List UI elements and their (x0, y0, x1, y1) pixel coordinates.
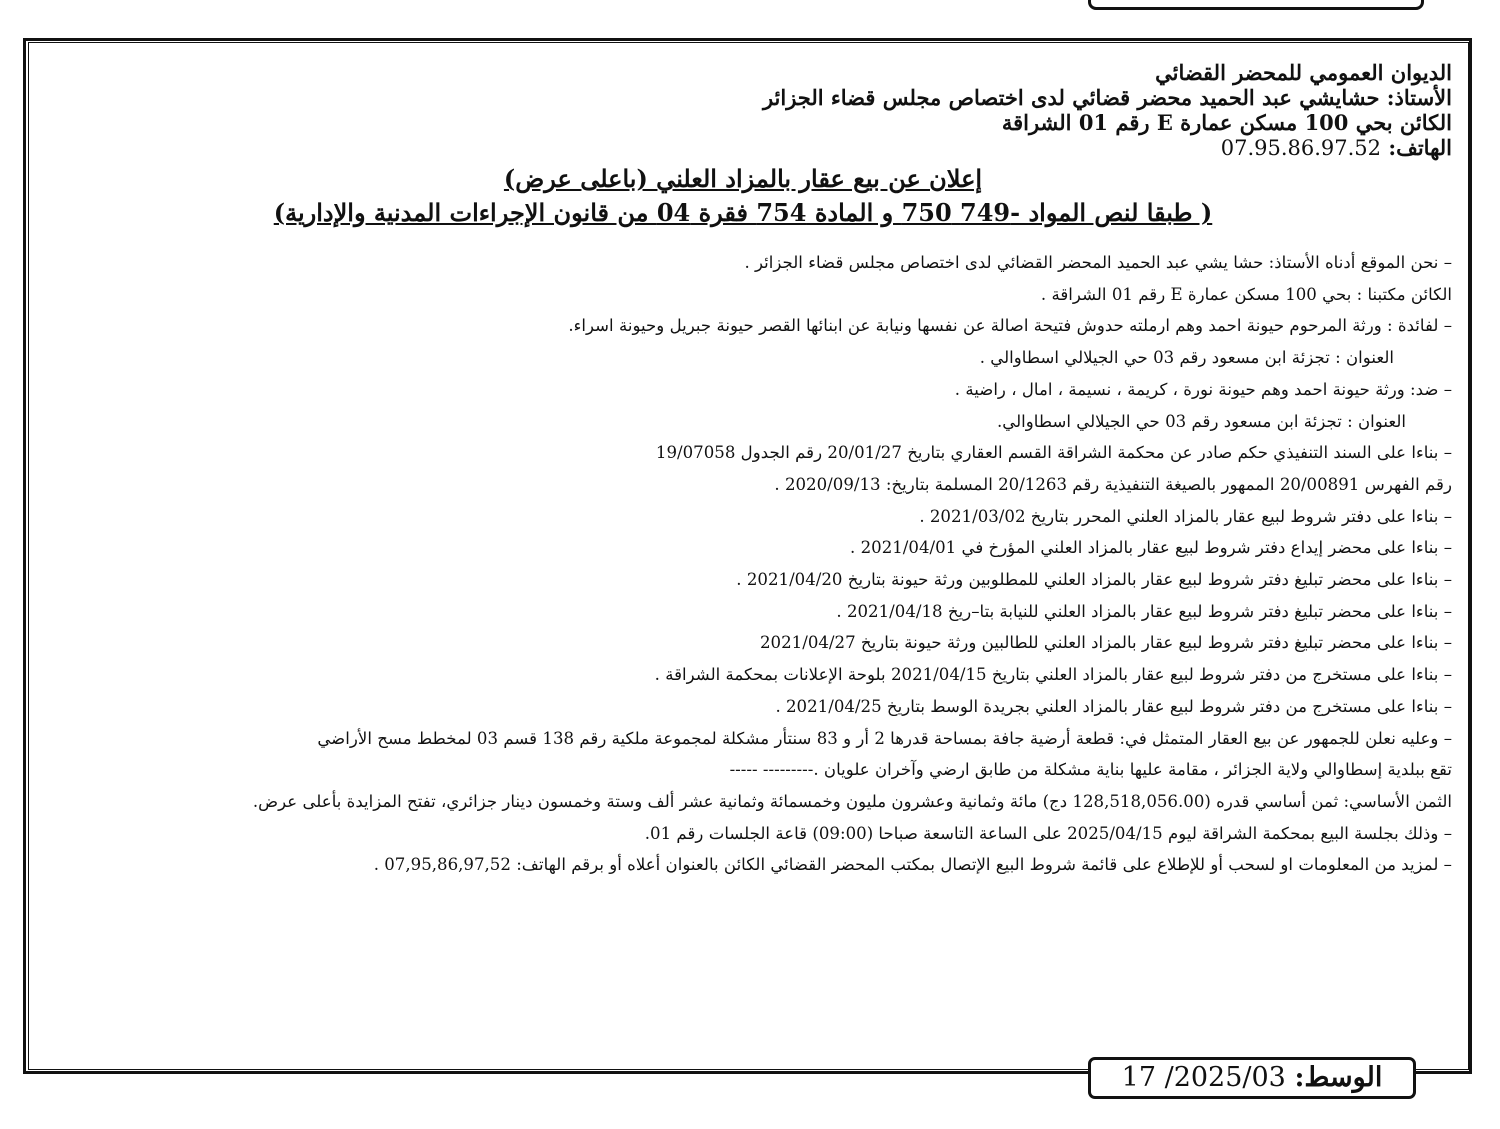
office-address: الكائن بحي 100 مسكن عمارة E رقم 01 الشراقة (1001, 110, 1452, 135)
top-tab-decoration (1088, 0, 1424, 10)
body-line: تقع ببلدية إسطاوالي ولاية الجزائر ، مقامة عليها بناية مشكلة من طابق ارضي وآخران علويان .--------- ----- (729, 760, 1452, 780)
body-line: العنوان : تجزئة ابن مسعود رقم 03 حي الجيلالي اسطاوالي . (979, 348, 1394, 368)
phone-number: 07.95.86.97.52 (1220, 136, 1382, 160)
office-name: الديوان العمومي للمحضر القضائي (1155, 60, 1452, 85)
body-line: – لمزيد من المعلومات او لسحب أو للإطلاع على قائمة شروط البيع الإتصال بمكتب المحضر القضائي الكائن بالعنوان أعلاه أو برقم الهاتف: 07,95,86,97,52 . (373, 855, 1452, 875)
office-phone-row (34, 135, 1452, 161)
body-line: العنوان : تجزئة ابن مسعود رقم 03 حي الجيلالي اسطاوالي. (997, 411, 1406, 431)
notice-title: إعلان عن بيع عقار بالمزاد العلني (باعلى عرض) (503, 164, 983, 193)
body-line: – وذلك بجلسة البيع بمحكمة الشراقة ليوم 2025/04/15 على الساعة التاسعة صباحا (09:00) قاعة الجلسات رقم 01. (644, 823, 1452, 843)
body-line: – لفائدة : ورثة المرحوم حيونة احمد وهم ارملته حدوش فتيحة اصالة عن نفسها ونيابة عن ابنائها القصر حيونة جبريل وحيونة اسراء. (568, 316, 1452, 336)
notice-body (34, 247, 1452, 881)
body-line: – ضد: ورثة حيونة احمد وهم حيونة نورة ، كريمة ، نسيمة ، امال ، راضية . (954, 379, 1452, 399)
body-line: – بناءا على مستخرج من دفتر شروط لبيع عقار بالمزاد العلني بتاريخ 2021/04/15 بلوحة الإعلانات بمحكمة الشراقة . (654, 665, 1452, 685)
body-line: رقم الفهرس 20/00891 الممهور بالصيغة التنفيذية رقم 20/1263 المسلمة بتاريخ: 2020/09/13 . (774, 474, 1452, 494)
body-line: – بناءا على مستخرج من دفتر شروط لبيع عقار بالمزاد العلني بجريدة الوسط بتاريخ 2021/04/25 . (775, 696, 1452, 716)
body-line: – بناءا على محضر تبليغ دفتر شروط لبيع عقار بالمزاد العلني للمطلوبين ورثة حيونة بتاريخ 2021/04/20 . (736, 570, 1452, 590)
body-line: الثمن الأساسي: ثمن أساسي قدره (128,518,056.00 دج) مائة وثمانية وعشرون مليون وخمسمائة وثمانية عشر ألف وستة وخمسون دينار جزائري، تفتح المزايدة بأعلى عرض. (252, 791, 1452, 811)
body-line: – بناءا على السند التنفيذي حكم صادر عن محكمة الشراقة القسم العقاري بتاريخ 20/01/27 رقم الجدول 19/07058 (655, 443, 1452, 463)
body-line: – بناءا على محضر تبليغ دفتر شروط لبيع عقار بالمزاد العلني للطالبين ورثة حيونة بتاريخ 2021/04/27 (760, 633, 1452, 653)
body-line: – وعليه نعلن للجمهور عن بيع العقار المتمثل في: قطعة أرضية جافة بمساحة قدرها 2 أر و 83 سنتأر مشكلة لمجموعة ملكية رقم 138 قسم 03 لمخطط مسح الأراضي (317, 728, 1452, 748)
notice-content (34, 60, 1452, 881)
publication-stamp (1088, 1057, 1416, 1099)
phone-label: الهاتف: (1388, 135, 1452, 160)
notice-subtitle: ( طبقا لنص المواد -749 750 و المادة 754 فقرة 04 من قانون الإجراءات المدنية والإدارية) (273, 198, 1213, 227)
newspaper-label: الوسط: (1294, 1062, 1383, 1093)
body-line: الكائن مكتبنا : بحي 100 مسكن عمارة E رقم 01 الشراقة . (1040, 284, 1452, 304)
body-line: – بناءا على دفتر شروط لبيع عقار بالمزاد العلني المحرر بتاريخ 2021/03/02 . (919, 506, 1452, 526)
bailiff-name: الأستاذ: حشايشي عبد الحميد محضر قضائي لدى اختصاص مجلس قضاء الجزائر (762, 85, 1452, 110)
body-line: – نحن الموقع أدناه الأستاذ: حشا يشي عبد الحميد المحضر القضائي لدى اختصاص مجلس قضاء الجزائر . (744, 253, 1452, 272)
publication-date: 2025/03/ 17 (1121, 1062, 1286, 1093)
body-line: – بناءا على محضر تبليغ دفتر شروط لبيع عقار بالمزاد العلني للنيابة بتا–ريخ 2021/04/18 . (836, 601, 1452, 621)
body-line: – بناءا على محضر إيداع دفتر شروط لبيع عقار بالمزاد العلني المؤرخ في 2021/04/01 . (850, 538, 1452, 558)
